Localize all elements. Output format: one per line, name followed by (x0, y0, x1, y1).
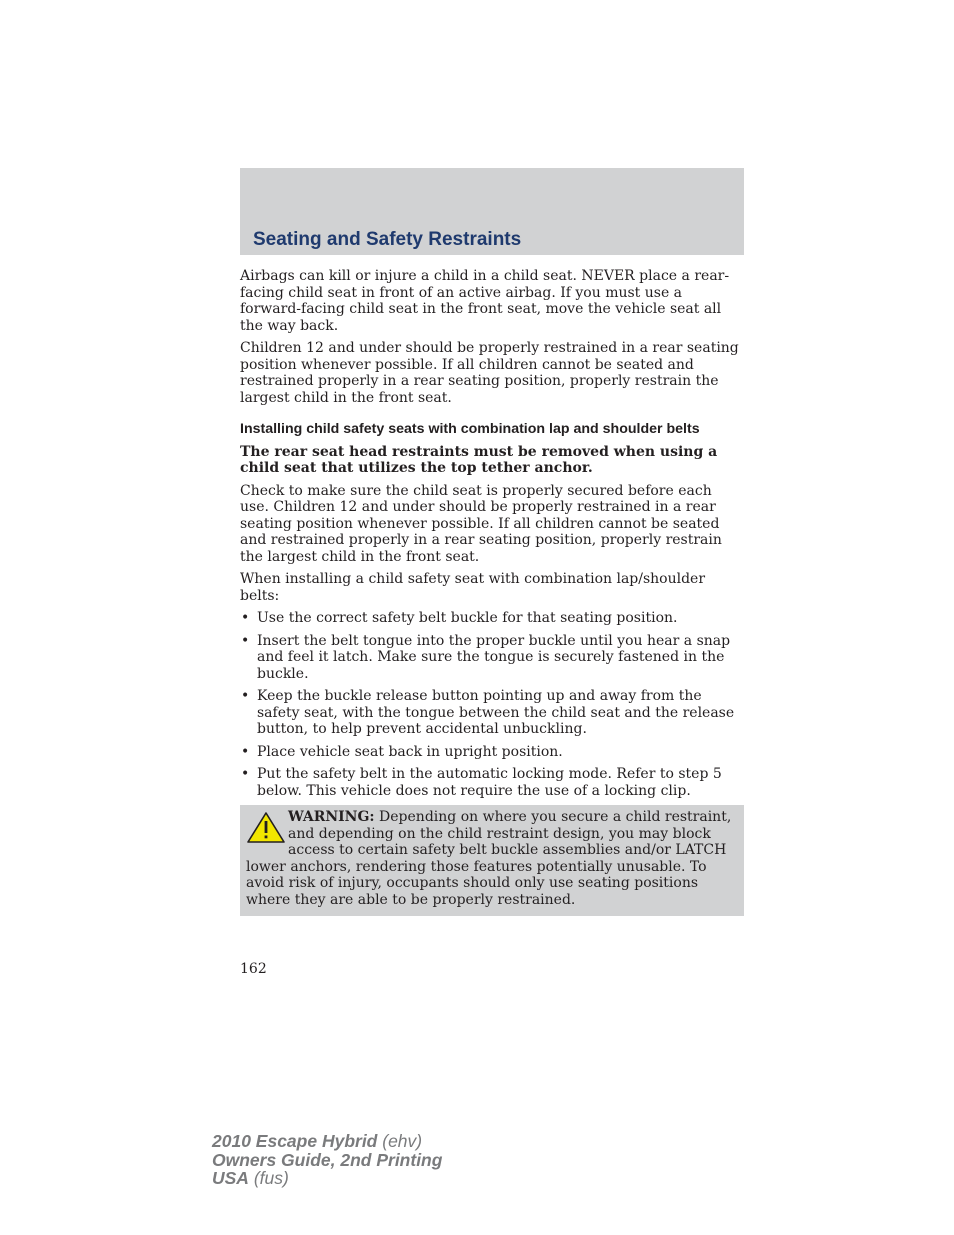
list-intro: When installing a child safety seat with combination lap/shoulder belts: (240, 571, 706, 604)
section-header-band (240, 168, 744, 255)
warning-text-block (246, 809, 738, 908)
footer-line-1 (212, 1132, 442, 1151)
list-item (240, 688, 744, 738)
footer-market: USA (212, 1168, 249, 1188)
footer-market-code: (fus) (253, 1168, 289, 1188)
bullet-dot: • (241, 632, 250, 649)
bullet-dot: • (241, 743, 250, 760)
list-item-text: Keep the buckle release button pointing up and away from the safety seat, with the tongue between the child seat and the release button, to help prevent accidental unbuckling. (257, 688, 735, 737)
list-item-text: Use the correct safety belt buckle for that seating position. (257, 610, 678, 626)
warning-triangle-icon (246, 811, 286, 844)
footer-edition: Owners Guide, 2nd Printing (212, 1149, 443, 1170)
intro-paragraph-1: Airbags can kill or injure a child in a child seat. NEVER place a rear-facing child seat in front of an active airbag. If you must use a forward-facing child seat in the front seat, move the vehicle seat all the way back. (240, 268, 730, 334)
intro-paragraph-2: Children 12 and under should be properly restrained in a rear seating position whenever possible. If all children cannot be seated and restrained properly in a rear seating position, properly restrain the largest child in the front seat. (240, 340, 739, 406)
list-item (240, 766, 744, 799)
footer-line-2 (212, 1151, 442, 1170)
footer (212, 1132, 442, 1188)
bullet-dot: • (241, 766, 250, 782)
page-number: 162 (240, 961, 267, 977)
warning-body: Depending on where you secure a child restraint, and depending on the child restraint design, you may block access to certain safety belt buckle assemblies and/or LATCH lower anchors, rendering those features potentially unusable. To avoid risk of injury, occupants should only use seating positions where they are able to be properly restrained. (246, 809, 732, 908)
list-item-text: Place vehicle seat back in upright position. (257, 743, 563, 760)
section-title: Seating and Safety Restraints (253, 229, 522, 250)
list-item (240, 633, 744, 683)
footer-model: 2010 Escape Hybrid (212, 1131, 378, 1151)
warning-box (240, 805, 744, 916)
bullet-dot: • (241, 610, 250, 626)
bullet-dot: • (241, 688, 250, 704)
warning-label: WARNING: (288, 809, 375, 825)
main-content (240, 268, 744, 805)
footer-model-code: (ehv) (382, 1131, 423, 1151)
list-item (240, 744, 744, 761)
bold-note: The rear seat head restraints must be removed when using a child seat that utilizes the top tether anchor. (240, 443, 718, 476)
check-paragraph: Check to make sure the child seat is properly secured before each use. Children 12 and under should be properly restrained in a rear seating position whenever possible. If all children cannot be seated and restrained properly in a rear seating position, properly restrain the largest child in the front seat. (240, 482, 722, 565)
subheading: Installing child safety seats with combination lap and shoulder belts (240, 421, 700, 437)
list-item-text: Insert the belt tongue into the proper buckle until you hear a snap and feel it latch. Make sure the tongue is securely fastened in the buckle. (257, 632, 731, 682)
footer-line-3 (212, 1169, 442, 1188)
list-item-text: Put the safety belt in the automatic locking mode. Refer to step 5 below. This vehicle does not require the use of a locking clip. (257, 766, 722, 799)
list-item (240, 610, 744, 627)
bullet-list (240, 610, 744, 799)
